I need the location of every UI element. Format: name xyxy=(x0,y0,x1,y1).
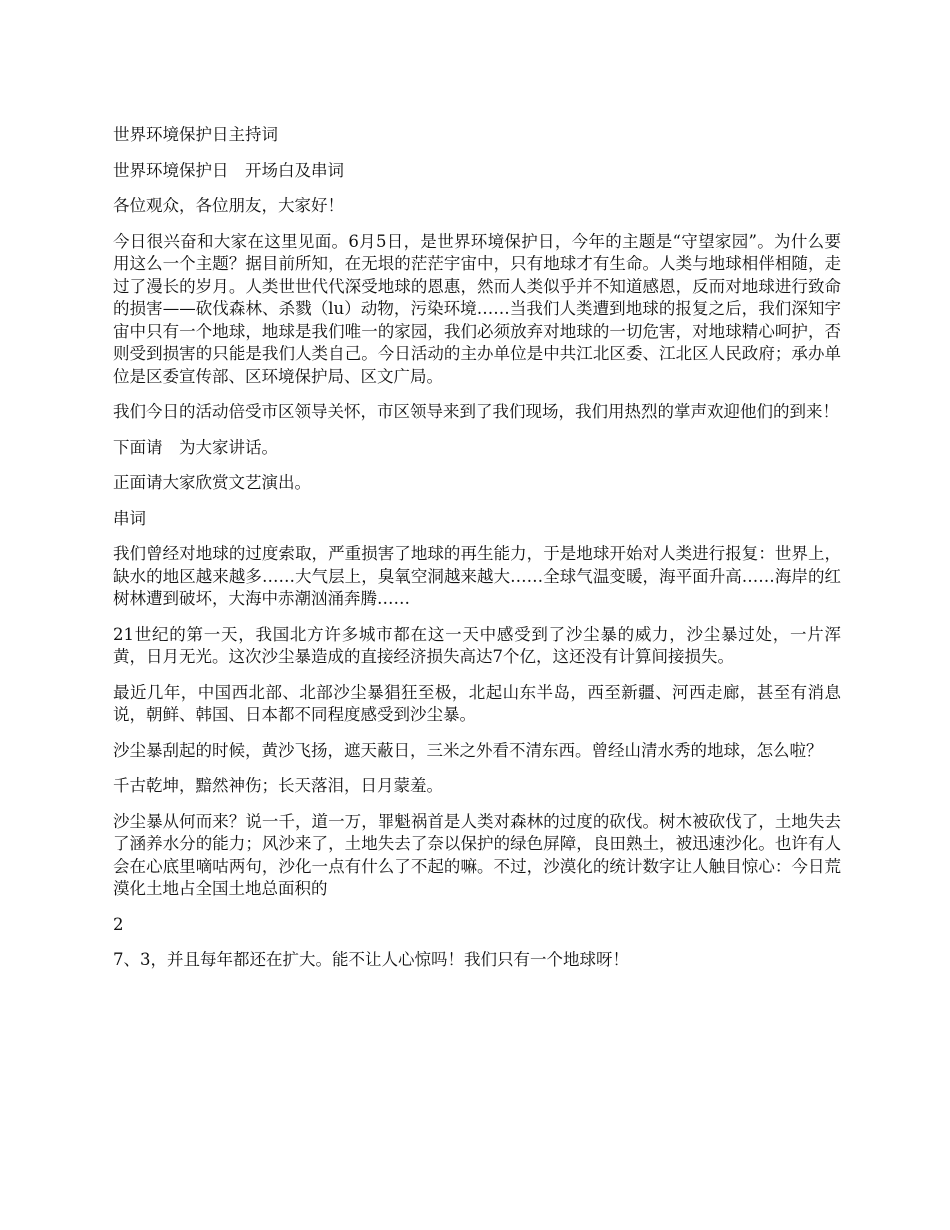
body-paragraph: 21世纪的第一天，我国北方许多城市都在这一天中感受到了沙尘暴的威力，沙尘暴过处，一片浑黄，日月无光。这次沙尘暴造成的直接经济损失高达7个亿，这还没有计算间接损失。 xyxy=(113,624,841,666)
body-paragraph: 7、3，并且每年都还在扩大。能不让人心惊吗！我们只有一个地球呀！ xyxy=(113,950,629,969)
greeting-paragraph: 各位观众，各位朋友，大家好！ xyxy=(113,196,344,215)
body-paragraph: 沙尘暴刮起的时候，黄沙飞扬，遮天蔽日，三米之外看不清东西。曾经山清水秀的地球，怎么啦？ xyxy=(113,740,823,760)
performance-invite-paragraph: 正面请大家欣赏文艺演出。 xyxy=(113,473,311,492)
welcome-paragraph: 我们今日的活动倍受市区领导关怀，市区领导来到了我们现场，我们用热烈的掌声欢迎他们的到来！ xyxy=(113,402,839,421)
body-paragraph: 千古乾坤，黯然神伤；长天落泪，日月蒙羞。 xyxy=(113,776,443,795)
speech-invite-paragraph: 下面请 为大家讲话。 xyxy=(113,437,278,457)
intro-paragraph: 今日很兴奋和大家在这里见面。6月5日，是世界环境保护日，今年的主题是“守望家园”。为什么要用这么一个主题？据目前所知，在无垠的茫茫宇宙中，只有地球才有生命。人类与地球相伴相随，走过了漫长的岁月。人类世世代代深受地球的恩惠，然而人类似乎并不知道感恩，反而对地球进行致命的损害——砍伐森林、杀戮（lu）动物，污染环境……当我们人类遭到地球的报复之后，我们深知宇宙中只有一个地球，地球是我们唯一的家园，我们必须放弃对地球的一切危害，对地球精心呵护，否则受到损害的只能是我们人类自己。今日活动的主办单位是中共江北区委、江北区人民政府；承办单位是区委宣传部、区环境保护局、区文广局。 xyxy=(113,231,841,386)
document-title: 世界环境保护日主持词 xyxy=(113,125,278,144)
page-fragment: 2 xyxy=(113,914,124,934)
document-body xyxy=(113,124,841,985)
section-heading: 串词 xyxy=(113,508,146,528)
body-paragraph: 最近几年，中国西北部、北部沙尘暴猖狂至极，北起山东半岛，西至新疆、河西走廊，甚至有消息说，朝鲜、韩国、日本都不同程度感受到沙尘暴。 xyxy=(113,682,841,724)
body-paragraph: 沙尘暴从何而来？说一千，道一万，罪魁祸首是人类对森林的过度的砍伐。树木被砍伐了，土地失去了涵养水分的能力；风沙来了，土地失去了奈以保护的绿色屏障，良田熟土，被迅速沙化。也许有人会在心底里嘀咕两句，沙化一点有什么了不起的嘛。不过，沙漠化的统计数字让人触目惊心：今日荒漠化土地占全国土地总面积的 xyxy=(113,811,841,898)
document-subtitle: 世界环境保护日 开场白及串词 xyxy=(113,160,344,180)
body-paragraph: 我们曾经对地球的过度索取，严重损害了地球的再生能力，于是地球开始对人类进行报复：世界上，缺水的地区越来越多……大气层上，臭氧空洞越来越大……全球气温变暖，海平面升高……海岸的红树林遭到破坏，大海中赤潮汹涌奔腾…… xyxy=(113,544,841,608)
